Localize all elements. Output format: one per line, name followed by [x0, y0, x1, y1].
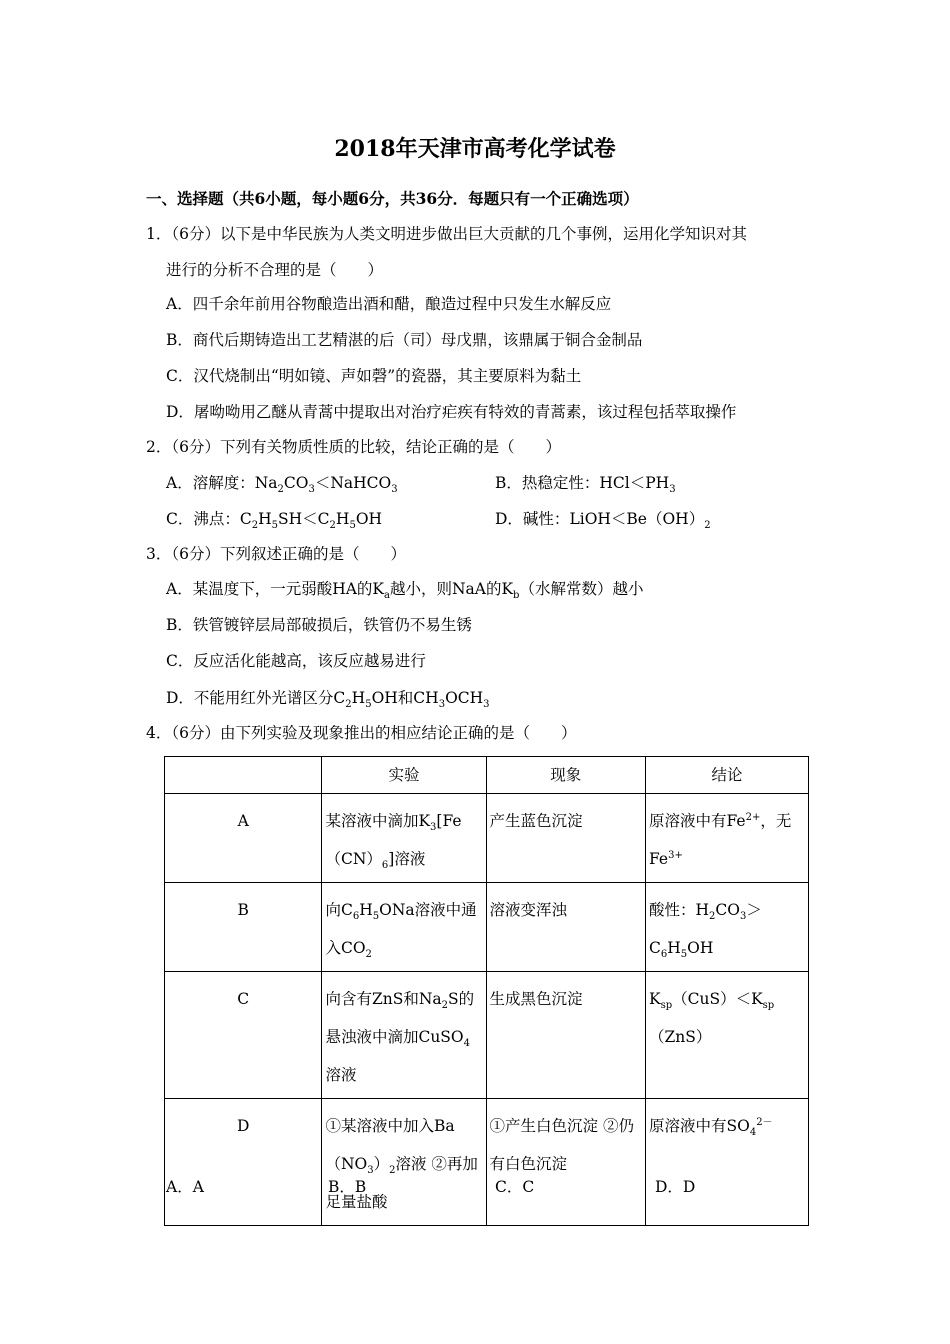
conclusion-cell: 原溶液中有$SO_4^{2-}$ — [645, 1099, 808, 1226]
row-label: A — [165, 794, 322, 883]
q3-option-d: D．不能用红外光谱区分$C_2H_5OH$和$CH_3OCH_3$ — [166, 689, 490, 711]
experiment-cell: 某溶液中滴加$K_3[Fe(CN)_6]$溶液 — [322, 794, 486, 883]
conclusion-cell: 原溶液中有$Fe^{2+}$，无$Fe^{3+}$ — [645, 794, 808, 883]
q2-option-c: C．沸点：$C_2H_5SH<C_2H_5OH$ — [166, 510, 383, 532]
row-label: D — [165, 1099, 322, 1226]
q4-option-c: C．C — [495, 1178, 535, 1196]
q3-option-b: B．铁管镀锌层局部破损后，铁管仍不易生锈 — [166, 616, 472, 634]
q1-option-d: D．屠呦呦用乙醚从青蒿中提取出对治疗疟疾有特效的青蒿素，该过程包括萃取操作 — [166, 403, 737, 421]
observation-cell: 溶液变浑浊 — [486, 883, 645, 972]
conclusion-cell: 酸性：$H_2CO_3>C_6H_5OH$ — [645, 883, 808, 972]
q1-option-b: B．商代后期铸造出工艺精湛的后（司）母戊鼎，该鼎属于铜合金制品 — [166, 331, 643, 349]
section-heading: 一、选择题（共6小题，每小题6分，共36分．每题只有一个正确选项） — [146, 189, 639, 208]
table-row — [165, 1099, 809, 1226]
q4-stem: 4．（6分）由下列实验及现象推出的相应结论正确的是（ ） — [146, 724, 577, 742]
experiment-cell: 向含有ZnS和$Na_2S$的悬浊液中滴加CuSO$_4$溶液 — [322, 972, 486, 1099]
table-header-cell: 现象 — [486, 757, 645, 794]
table-header-row — [165, 757, 809, 794]
q3-option-a: A．某温度下，一元弱酸HA的$K_a$越小，则NaA的$K_b$（水解常数）越小 — [166, 580, 644, 602]
q2-option-d: D．碱性：$LiOH<Be(OH)_2$ — [495, 510, 711, 532]
table-row — [165, 883, 809, 972]
q2-stem: 2．（6分）下列有关物质性质的比较，结论正确的是（ ） — [146, 438, 561, 456]
q3-option-c: C．反应活化能越高，该反应越易进行 — [166, 652, 426, 670]
page-title: 2018年天津市高考化学试卷 — [334, 136, 616, 162]
table-row — [165, 972, 809, 1099]
q2-option-b: B．热稳定性：$HCl<PH_3$ — [495, 474, 676, 496]
experiment-table — [164, 756, 809, 1226]
q1-option-c: C．汉代烧制出“明如镜、声如磬”的瓷器，其主要原料为黏土 — [166, 367, 582, 385]
table-header-cell — [165, 757, 322, 794]
q4-option-b: B．B — [328, 1178, 367, 1196]
experiment-cell: ①某溶液中加入$Ba(NO_3)_2$溶液 ②再加足量盐酸 — [322, 1099, 486, 1226]
row-label: C — [165, 972, 322, 1099]
experiment-cell: 向$C_6H_5ONa$溶液中通入$CO_2$ — [322, 883, 486, 972]
q3-stem: 3．（6分）下列叙述正确的是（ ） — [146, 545, 406, 563]
q2-option-a: A．溶解度：$Na_2CO_3<NaHCO_3$ — [166, 474, 398, 496]
observation-cell: 生成黑色沉淀 — [486, 972, 645, 1099]
row-label: B — [165, 883, 322, 972]
q4-option-a: A．A — [166, 1178, 204, 1196]
table-header-cell: 实验 — [322, 757, 486, 794]
table-header-cell: 结论 — [645, 757, 808, 794]
conclusion-cell: $K_{sp}(CuS)<K_{sp}(ZnS)$ — [645, 972, 808, 1099]
q4-option-d: D．D — [655, 1178, 696, 1196]
observation-cell: ①产生白色沉淀 ②仍有白色沉淀 — [486, 1099, 645, 1226]
q1-stem-line2: 进行的分析不合理的是（ ） — [166, 261, 384, 279]
q1-stem-line1: 1．（6分）以下是中华民族为人类文明进步做出巨大贡献的几个事例，运用化学知识对其 — [146, 225, 747, 243]
q1-option-a: A．四千余年前用谷物酿造出酒和醋，酿造过程中只发生水解反应 — [166, 295, 612, 313]
observation-cell: 产生蓝色沉淀 — [486, 794, 645, 883]
table-row — [165, 794, 809, 883]
